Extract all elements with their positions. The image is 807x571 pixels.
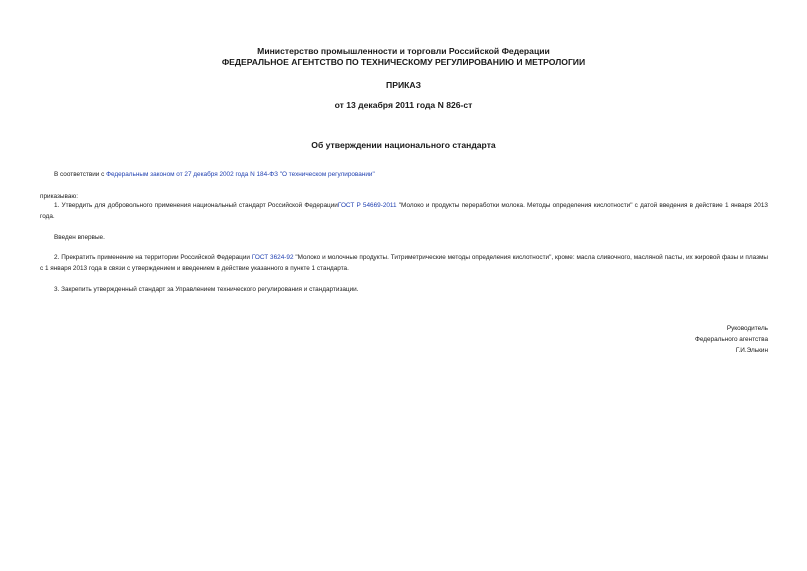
item-1-prefix: 1. Утвердить для добровольного применения национальный стандарт Российской Федерации	[54, 202, 338, 209]
federal-law-link[interactable]: Федеральным законом от 27 декабря 2002 года N 184-ФЗ "О техническом регулировании"	[106, 171, 375, 178]
gost-r-54669-link[interactable]: ГОСТ Р 54669-2011	[337, 202, 397, 209]
item-1-paragraph	[40, 201, 768, 222]
item-2-prefix: 2. Прекратить применение на территории Российской Федерации	[54, 254, 252, 261]
agency-title: ФЕДЕРАЛЬНОЕ АГЕНТСТВО ПО ТЕХНИЧЕСКОМУ РЕГУЛИРОВАНИЮ И МЕТРОЛОГИИ	[221, 57, 586, 67]
signature-title-line-2: Федерального агентства	[694, 336, 768, 343]
introduced-first-note: Введен впервые.	[54, 234, 105, 241]
document-subject: Об утверждении национального стандарта	[311, 140, 496, 150]
item-2-paragraph	[40, 253, 768, 274]
order-word: приказываю:	[40, 193, 78, 200]
signature-title-line-1: Руководитель	[726, 325, 768, 332]
ministry-title: Министерство промышленности и торговли Российской Федерации	[257, 46, 550, 56]
intro-paragraph	[54, 170, 375, 180]
signature-name: Г.И.Элькин	[735, 347, 768, 354]
document-date-number: от 13 декабря 2011 года N 826-ст	[334, 100, 473, 110]
item-2-suffix: "Молоко и молочные продукты. Титриметрические методы определения кислотности", кроме: масла сливочного, масляной пасты, их жировой фазы и плазмы с 1 января 2013 года в связи с утверждением и введением в действие указанного в пункте 1 стандарта.	[40, 254, 768, 272]
intro-prefix: В соответствии с	[54, 171, 107, 178]
gost-3624-92-link[interactable]: ГОСТ 3624-92	[251, 254, 294, 261]
document-type: ПРИКАЗ	[386, 80, 421, 90]
item-3-paragraph: 3. Закрепить утвержденный стандарт за Управлением технического регулирования и стандартизации.	[54, 286, 359, 293]
item-1-suffix: "Молоко и продукты переработки молока. Методы определения кислотности" с датой введения в действие 1 января 2013 года.	[40, 202, 768, 220]
